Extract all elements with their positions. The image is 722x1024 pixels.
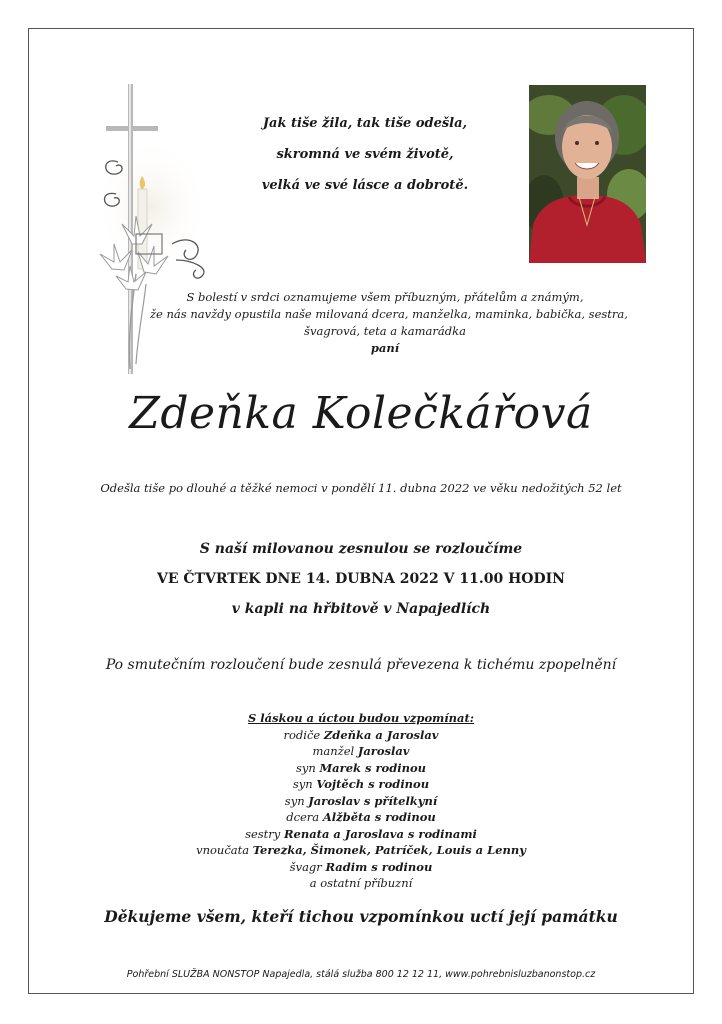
mourners-list: [28, 710, 694, 892]
mourner-row: dcera Alžběta s rodinou: [286, 810, 436, 824]
thanks-line: Děkujeme všem, kteří tichou vzpomínkou uctí její památku: [104, 907, 618, 926]
mourner-row: švagr Radim s rodinou: [289, 859, 433, 874]
farewell-details: [28, 534, 694, 624]
mourners-heading: S láskou a úctou budou vzpomínat:: [247, 711, 475, 725]
mourner-row: vnoučata Terezka, Šimonek, Patríček, Louis a Lenny: [196, 843, 526, 857]
announcement: [150, 289, 628, 357]
mourner-row: sestry Renata a Jaroslava s rodinami: [245, 826, 477, 841]
footer-funeral-service: Pohřební SLUŽBA NONSTOP Napajedla, stálá služba 800 12 12 11, www.pohrebnisluzbanonstop.cz: [126, 969, 596, 980]
farewell-line: S naší milovanou zesnulou se rozloučíme: [199, 541, 523, 557]
mourner-row: syn Marek s rodinou: [295, 760, 426, 775]
death-notice: Odešla tiše po dlouhé a těžké nemoci v pondělí 11. dubna 2022 ve věku nedožitých 52 let: [100, 481, 622, 495]
farewell-date: VE ČTVRTEK DNE 14. DUBNA 2022 V 11.00 HODIN: [157, 571, 565, 587]
honorific: paní: [370, 341, 400, 355]
poem-line: Jak tiše žila, tak tiše odešla,: [262, 116, 468, 131]
mourner-row: a ostatní příbuzní: [309, 876, 413, 890]
mourner-row: manžel Jaroslav: [312, 744, 410, 758]
announcement-line: že nás navždy opustila naše milovaná dcera, manželka, maminka, babička, sestra,: [150, 307, 628, 321]
cremation-note: Po smutečním rozloučení bude zesnulá převezena k tichému zpopelnění: [105, 657, 617, 673]
mourner-row: rodiče Zdeňka a Jaroslav: [283, 727, 439, 742]
poem-line: velká ve své lásce a dobrotě.: [261, 178, 469, 193]
poem: [220, 108, 510, 201]
deceased-name: Zdeňka Kolečkářová: [129, 388, 593, 439]
mourner-row: syn Vojtěch s rodinou: [292, 777, 430, 791]
portrait-photo: [529, 85, 646, 263]
farewell-place: v kapli na hřbitově v Napajedlích: [231, 601, 491, 617]
mourner-row: syn Jaroslav s přítelkyní: [284, 793, 438, 808]
poem-line: skromná ve svém životě,: [276, 147, 454, 162]
announcement-line: švagrová, teta a kamarádka: [304, 324, 466, 338]
announcement-line: S bolestí v srdci oznamujeme všem příbuzným, přátelům a známým,: [186, 290, 584, 304]
